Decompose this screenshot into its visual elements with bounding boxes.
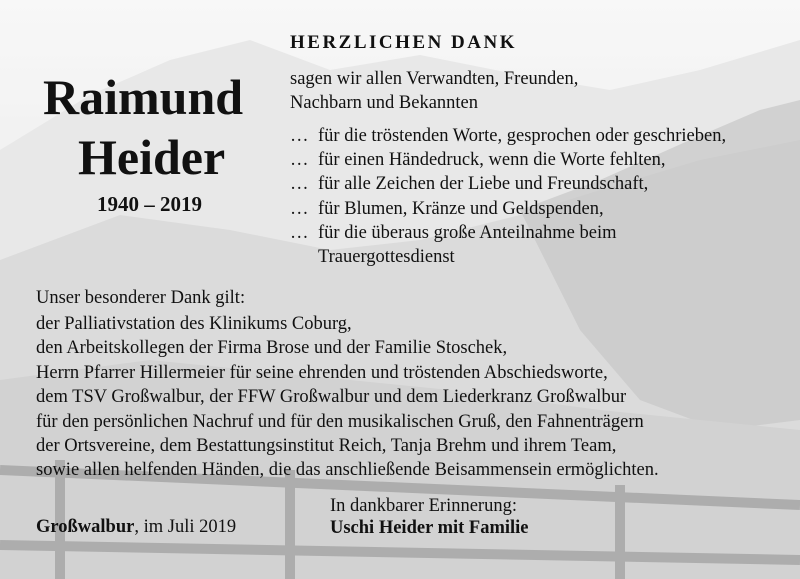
thanks-item: … für Blumen, Kränze und Geldspenden, (290, 197, 726, 221)
ellipsis-marker: … (290, 126, 309, 146)
thanks-item: … für einen Händedruck, wenn die Worte fehlten, (290, 148, 726, 172)
deceased-last-name: Heider (78, 129, 226, 185)
thanks-item: … für die tröstenden Worte, gesprochen oder geschrieben, (290, 124, 726, 148)
deceased-first-name: Raimund (43, 69, 244, 125)
place-and-date (36, 517, 236, 538)
greeting-line-1: sagen wir allen Verwandten, Freunden, (290, 69, 579, 89)
thanks-item: … für alle Zeichen der Liebe und Freundschaft, (290, 172, 726, 196)
special-thanks-line: für den persönlichen Nachruf und für den musikalischen Gruß, den Fahnenträgern (36, 411, 644, 432)
special-thanks-line: Herrn Pfarrer Hillermeier für seine ehrenden und tröstenden Abschiedsworte, (36, 362, 608, 383)
special-thanks-line: dem TSV Großwalbur, der FFW Großwalbur und dem Liederkranz Großwalbur (36, 387, 627, 408)
ellipsis-marker: … (290, 150, 309, 171)
ellipsis-marker: … (290, 174, 309, 195)
date-text: , im Juli 2019 (134, 517, 237, 537)
header-title: HERZLICHEN DANK (290, 32, 517, 53)
special-thanks-heading: Unser besonderer Dank gilt: (36, 288, 246, 308)
thanks-list (290, 124, 726, 269)
place-name: Großwalbur (36, 517, 135, 537)
greeting-line-2: Nachbarn und Bekannten (290, 93, 479, 113)
memory-label: In dankbarer Erinnerung: (330, 496, 517, 516)
greeting-text (290, 67, 578, 115)
ellipsis-marker: … (290, 198, 309, 219)
special-thanks-line: sowie allen helfenden Händen, die das anschließende Beisammensein ermöglichten. (36, 460, 659, 481)
special-thanks-line: der Palliativstation des Klinikums Coburg, (36, 314, 352, 334)
thanks-item-continuation: Trauergottesdienst (318, 247, 455, 268)
special-thanks-line: der Ortsvereine, dem Bestattungsinstitut Reich, Tanja Brehm und ihrem Team, (36, 436, 617, 457)
ellipsis-marker: … (290, 222, 309, 243)
family-signature: Uschi Heider mit Familie (330, 518, 529, 538)
special-thanks-list (36, 312, 659, 483)
special-thanks-line: den Arbeitskollegen der Firma Brose und der Familie Stoschek, (36, 338, 508, 359)
thanks-item: … für die überaus große Anteilnahme beim (290, 221, 726, 245)
life-years: 1940 – 2019 (97, 192, 202, 216)
